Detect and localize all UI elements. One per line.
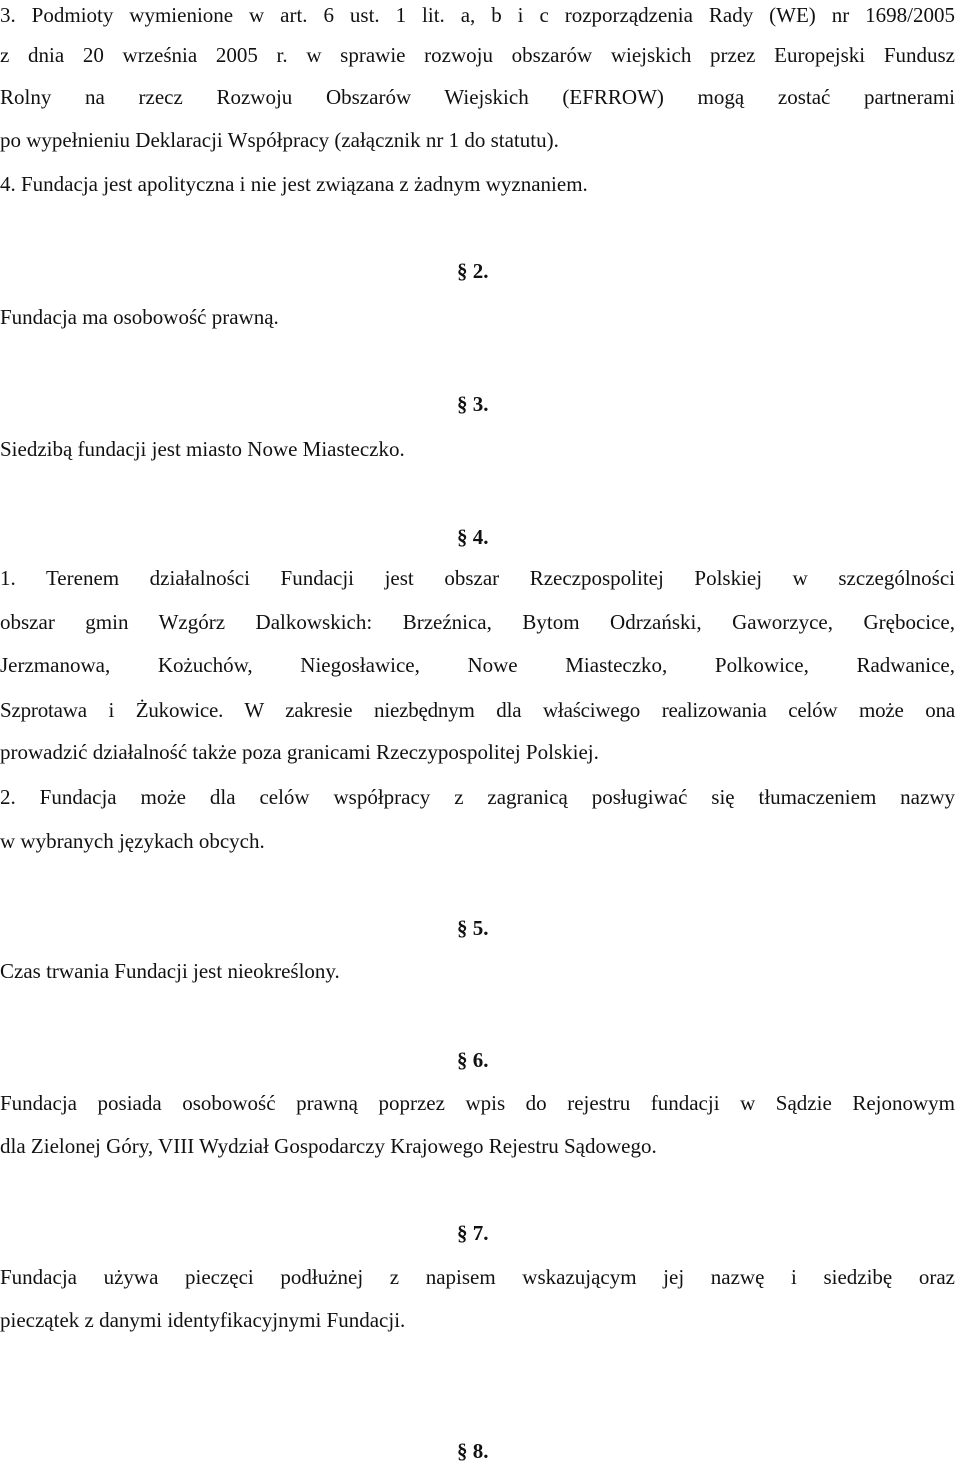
paragraph-line: Fundacja używa pieczęci podłużnej z napisem wskazującym jej nazwę i siedzibę oraz (0, 1265, 955, 1289)
paragraph-line: dla Zielonej Góry, VIII Wydział Gospodarczy Krajowego Rejestru Sądowego. (0, 1134, 657, 1158)
section-heading: § 7. (457, 1221, 489, 1245)
paragraph-line: z dnia 20 września 2005 r. w sprawie rozwoju obszarów wiejskich przez Europejski Fundusz (0, 43, 955, 67)
paragraph-line: Czas trwania Fundacji jest nieokreślony. (0, 959, 340, 983)
paragraph-line: 1. Terenem działalności Fundacji jest obszar Rzeczpospolitej Polskiej w szczególności (0, 566, 955, 590)
section-heading: § 3. (457, 392, 489, 416)
section-heading: § 5. (457, 916, 489, 940)
paragraph-line: Fundacja ma osobowość prawną. (0, 305, 279, 329)
paragraph-line: w wybranych językach obcych. (0, 829, 265, 853)
section-heading: § 8. (457, 1439, 489, 1463)
paragraph-line: Siedzibą fundacji jest miasto Nowe Miasteczko. (0, 437, 405, 461)
section-heading: § 2. (457, 259, 489, 283)
paragraph-line: prowadzić działalność także poza granicami Rzeczypospolitej Polskiej. (0, 740, 599, 764)
section-heading: § 4. (457, 525, 489, 549)
paragraph-line: pieczątek z danymi identyfikacyjnymi Fundacji. (0, 1308, 406, 1332)
paragraph-line: Jerzmanowa, Kożuchów, Niegosławice, Nowe Miasteczko, Polkowice, Radwanice, (0, 653, 955, 677)
paragraph-line: 2. Fundacja może dla celów współpracy z zagranicą posługiwać się tłumaczeniem nazwy (0, 785, 955, 809)
paragraph-line: Szprotawa i Żukowice. W zakresie niezbędnym dla właściwego realizowania celów może ona (0, 698, 955, 722)
paragraph-line: po wypełnieniu Deklaracji Współpracy (załącznik nr 1 do statutu). (0, 128, 559, 152)
paragraph-line: 3. Podmioty wymienione w art. 6 ust. 1 lit. a, b i c rozporządzenia Rady (WE) nr 1698/2005 (0, 3, 955, 27)
section-heading: § 6. (457, 1048, 489, 1072)
paragraph-line: Fundacja posiada osobowość prawną poprzez wpis do rejestru fundacji w Sądzie Rejonowym (0, 1091, 955, 1115)
paragraph-line: 4. Fundacja jest apolityczna i nie jest związana z żadnym wyznaniem. (0, 172, 588, 196)
paragraph-line: Rolny na rzecz Rozwoju Obszarów Wiejskich (EFRROW) mogą zostać partnerami (0, 85, 955, 109)
paragraph-line: obszar gmin Wzgórz Dalkowskich: Brzeźnica, Bytom Odrzański, Gaworzyce, Grębocice, (0, 610, 955, 634)
